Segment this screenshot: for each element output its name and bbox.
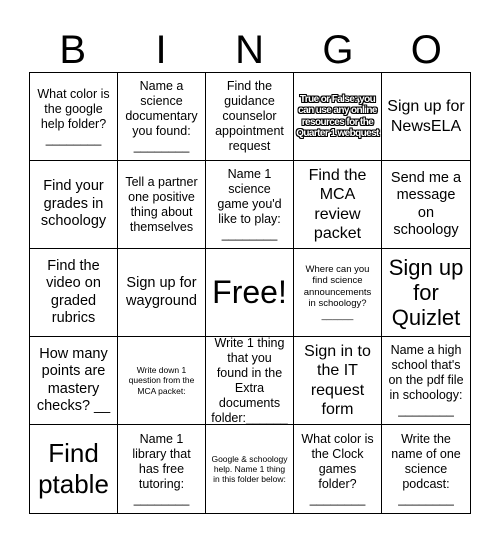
- bingo-cell-r3-c1[interactable]: Find the video on graded rubrics: [30, 249, 118, 337]
- bingo-cell-r3-c2[interactable]: Sign up for wayground: [118, 249, 206, 337]
- header-letter-n: N: [235, 28, 265, 72]
- bingo-cell-free[interactable]: Free!: [206, 249, 294, 337]
- bingo-cell-r1-c3[interactable]: Find the guidance counselor appointment request: [206, 73, 294, 161]
- bingo-cell-r2-c2[interactable]: Tell a partner one positive thing about themselves: [118, 161, 206, 249]
- bingo-cell-r4-c3[interactable]: Write 1 thing that you found in the Extra documents folder:______: [206, 337, 294, 425]
- header-letter-o: O: [410, 28, 443, 72]
- bingo-cell-r1-c5[interactable]: Sign up for NewsELA: [382, 73, 470, 161]
- bingo-cell-r4-c1[interactable]: How many points are mastery checks? __: [30, 337, 118, 425]
- bingo-cell-r2-c4[interactable]: Find the MCA review packet: [294, 161, 382, 249]
- header-letter-g: G: [322, 28, 355, 72]
- bingo-cell-r4-c2[interactable]: Write down 1 question from the MCA packet:: [118, 337, 206, 425]
- bingo-cell-r2-c5[interactable]: Send me a message on schoology: [382, 161, 470, 249]
- bingo-cell-r1-c4[interactable]: True or False: you can use any online resources for the Quarter 1 webquest: [294, 73, 382, 161]
- bingo-board: [29, 72, 471, 514]
- bingo-cell-r5-c4[interactable]: What color is the Clock games folder? ________: [294, 425, 382, 513]
- header-letter-i: I: [155, 28, 168, 72]
- bingo-cell-r2-c3[interactable]: Name 1 science game you'd like to play: ________: [206, 161, 294, 249]
- bingo-cell-r1-c1[interactable]: What color is the google help folder? ________: [30, 73, 118, 161]
- bingo-cell-r4-c4[interactable]: Sign in to the IT request form: [294, 337, 382, 425]
- header-letter-b: B: [59, 28, 88, 72]
- bingo-cell-r4-c5[interactable]: Name a high school that's on the pdf file in schoology: ________: [382, 337, 470, 425]
- bingo-cell-r5-c3[interactable]: Google & schoology help. Name 1 thing in this folder below:: [206, 425, 294, 513]
- bingo-header: [29, 28, 471, 72]
- bingo-cell-r5-c5[interactable]: Write the name of one science podcast: ________: [391, 431, 461, 506]
- bingo-cell-r1-c2[interactable]: Name a science documentary you found: ________: [118, 73, 206, 161]
- bingo-cell-r5-c1[interactable]: Find ptable: [30, 425, 118, 513]
- bingo-cell-r3-c4[interactable]: Where can you find science announcements in schoology? ______: [294, 249, 382, 337]
- bingo-cell-r2-c1[interactable]: Find your grades in schoology: [30, 161, 118, 249]
- bingo-cell-r3-c5[interactable]: Sign up for Quizlet: [382, 249, 470, 337]
- bingo-cell-r5-c2[interactable]: Name 1 library that has free tutoring: ________: [118, 425, 206, 513]
